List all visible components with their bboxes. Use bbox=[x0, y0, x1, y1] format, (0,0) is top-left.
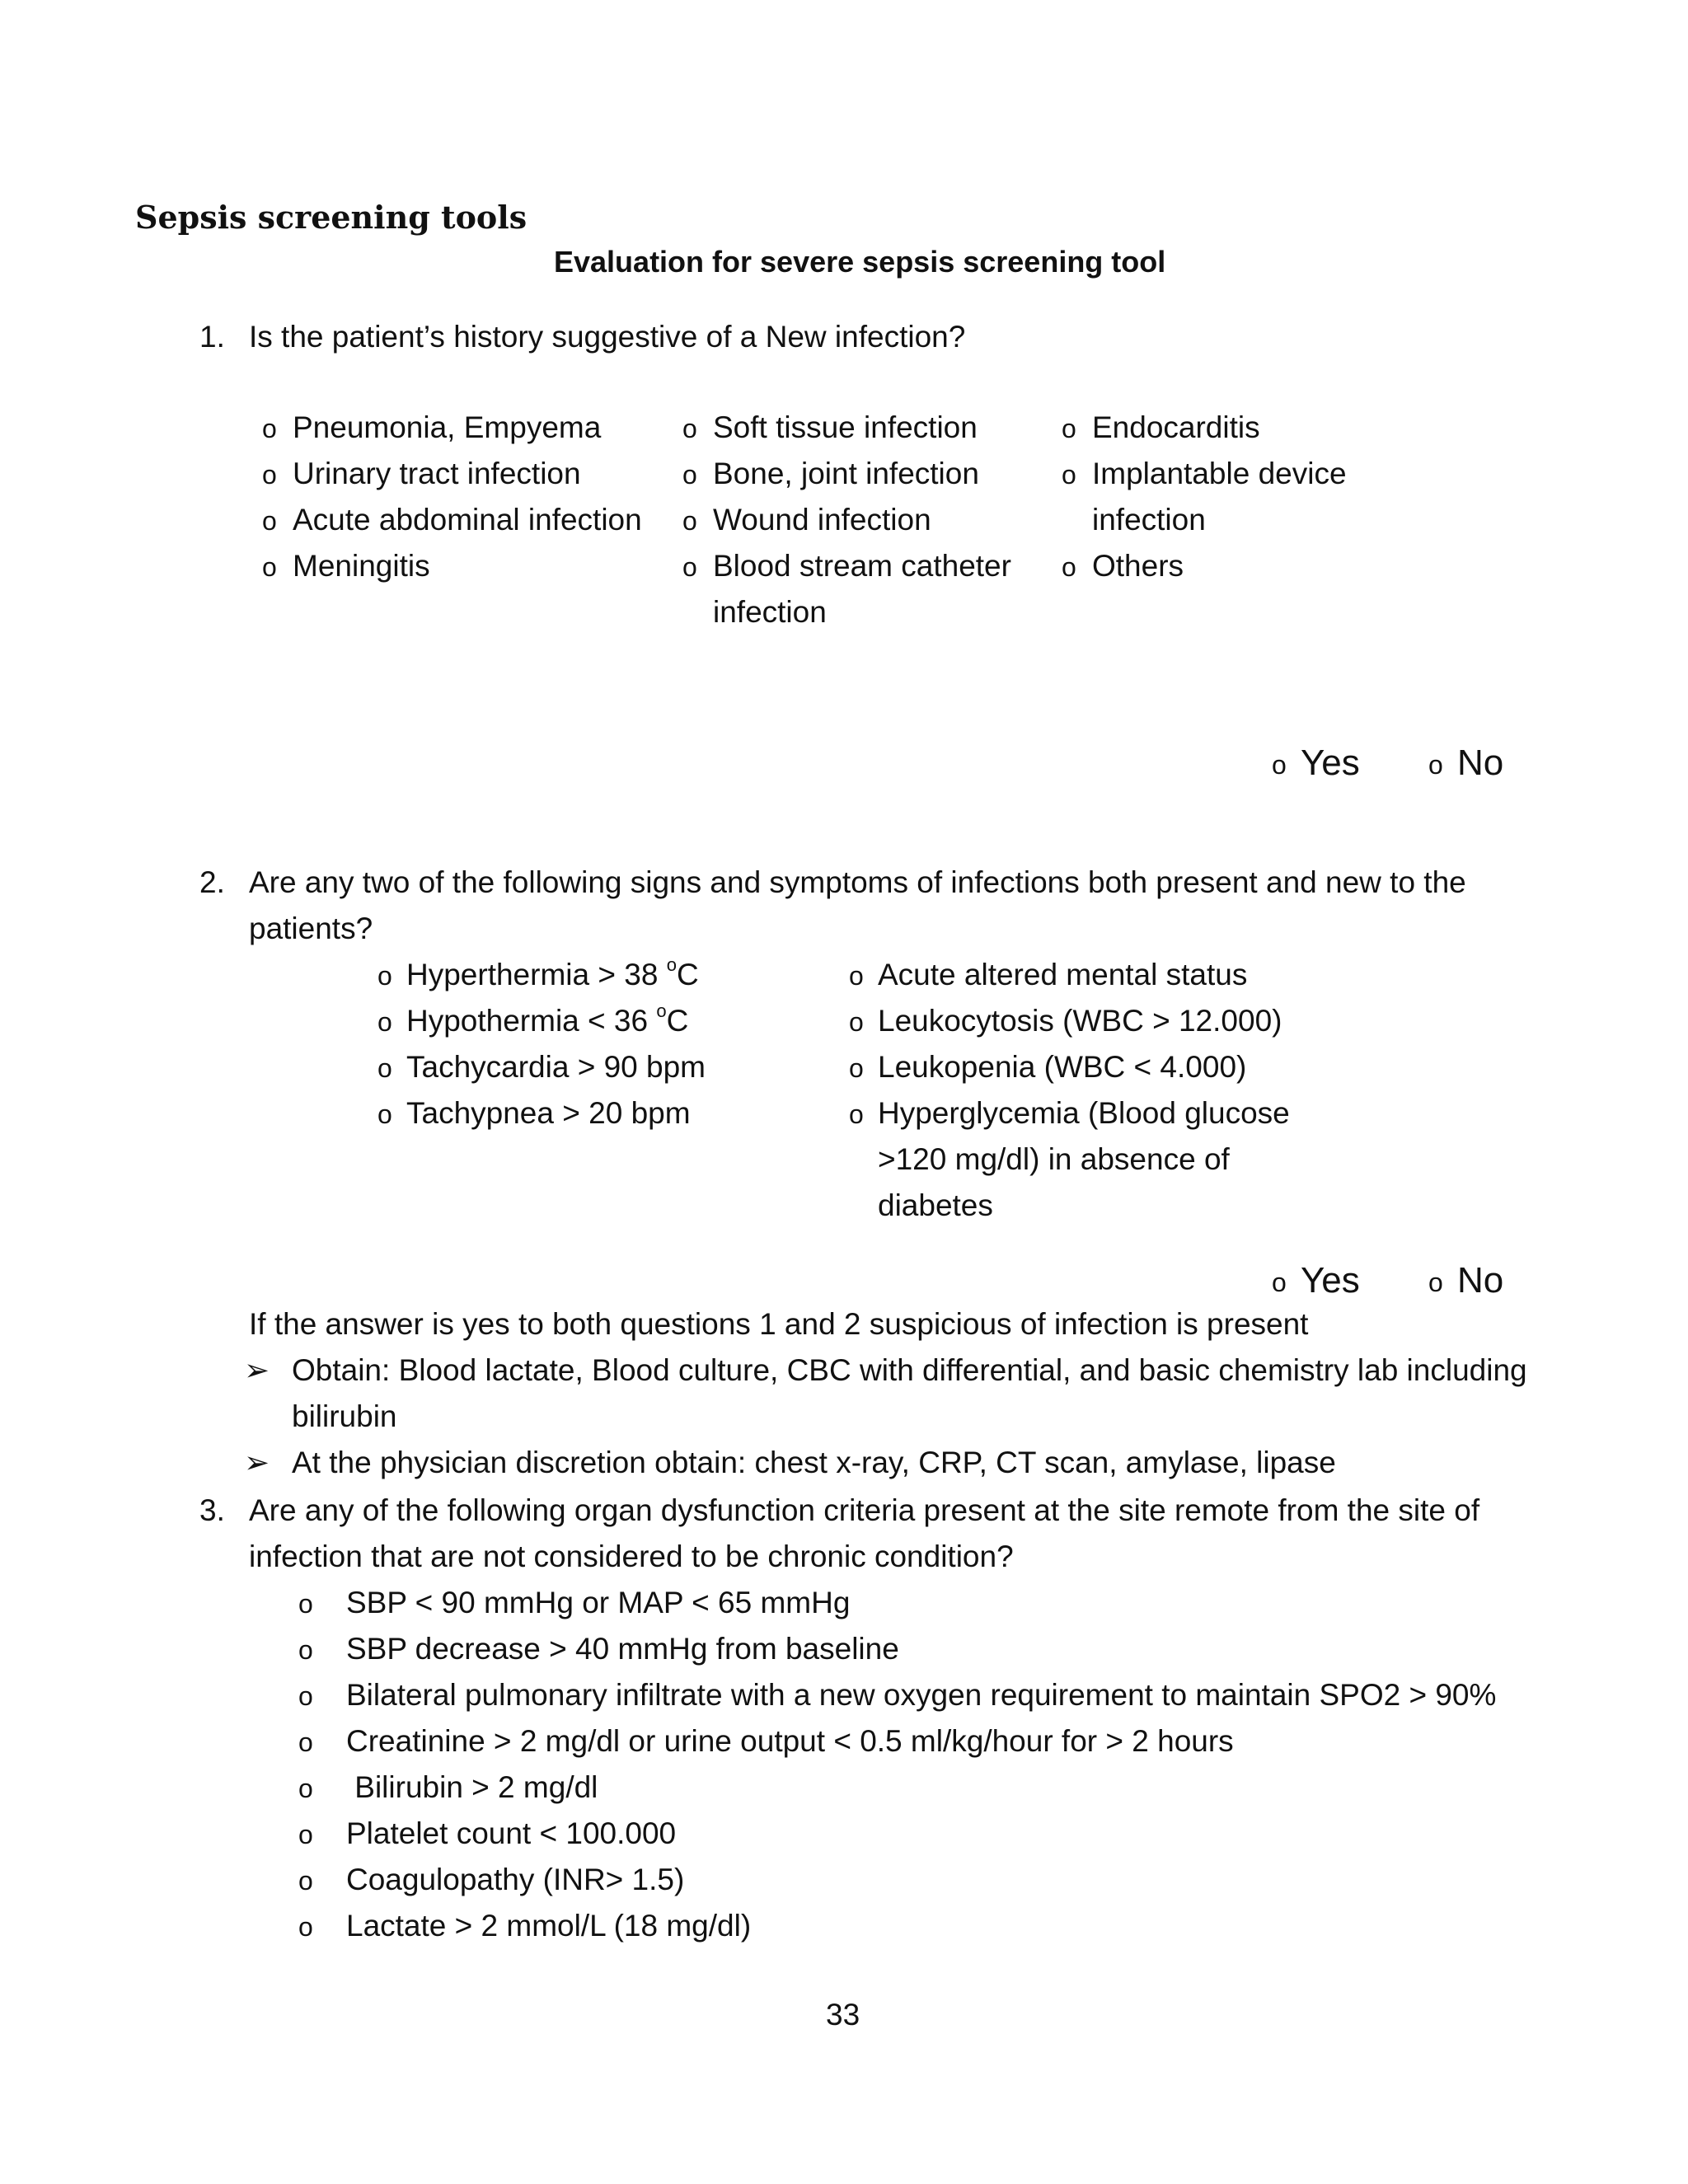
hypothermia-label: Hypothermia < 36 bbox=[406, 1004, 649, 1038]
radio-bullet[interactable]: o bbox=[682, 414, 697, 443]
radio-bullet[interactable]: o bbox=[298, 1820, 313, 1849]
q2-number: 2. bbox=[199, 865, 225, 899]
followup-intro: If the answer is yes to both questions 1 and 2 suspicious of infection is present bbox=[249, 1307, 1309, 1341]
radio-bullet[interactable]: o bbox=[377, 1053, 392, 1083]
obtain-line2: bilirubin bbox=[292, 1399, 397, 1433]
tool-title: Evaluation for severe sepsis screening tool bbox=[554, 245, 1166, 279]
yes-label: Yes bbox=[1301, 743, 1360, 783]
q2-text-line2: patients? bbox=[249, 912, 373, 945]
degree-symbol: o bbox=[666, 954, 677, 975]
q1-number: 1. bbox=[199, 320, 225, 354]
no-label: No bbox=[1457, 743, 1504, 783]
radio-bullet[interactable]: o bbox=[298, 1635, 313, 1665]
symptom-option: Acute altered mental status bbox=[878, 958, 1248, 991]
infection-option: Soft tissue infection bbox=[713, 410, 978, 444]
radio-bullet[interactable]: o bbox=[682, 552, 697, 582]
criteria-item: Coagulopathy (INR> 1.5) bbox=[346, 1863, 685, 1896]
arrow-icon: ➢ bbox=[244, 1446, 270, 1479]
radio-bullet[interactable]: o bbox=[262, 506, 277, 536]
symptom-option: Tachypnea > 20 bpm bbox=[406, 1096, 691, 1130]
radio-bullet[interactable]: o bbox=[262, 552, 277, 582]
radio-bullet[interactable]: o bbox=[377, 1099, 392, 1129]
symptom-option: Tachycardia > 90 bpm bbox=[406, 1050, 706, 1084]
infection-option: Pneumonia, Empyema bbox=[293, 410, 602, 444]
criteria-item: SBP decrease > 40 mmHg from baseline bbox=[346, 1632, 899, 1666]
yes-label: Yes bbox=[1301, 1260, 1360, 1301]
infection-option: Blood stream catheter bbox=[713, 549, 1011, 583]
symptom-option-continued: diabetes bbox=[878, 1188, 993, 1222]
radio-bullet[interactable]: o bbox=[1062, 552, 1076, 582]
criteria-item: Bilirubin > 2 mg/dl bbox=[346, 1770, 598, 1804]
celsius-unit: C bbox=[676, 958, 699, 991]
symptom-option: Leukocytosis (WBC > 12.000) bbox=[878, 1004, 1282, 1038]
q1-text: Is the patient’s history suggestive of a New infection? bbox=[249, 320, 966, 354]
symptom-option bbox=[406, 1000, 689, 1038]
radio-bullet[interactable]: o bbox=[377, 1007, 392, 1037]
discretion-text: At the physician discretion obtain: chest x-ray, CRP, CT scan, amylase, lipase bbox=[292, 1446, 1336, 1479]
radio-bullet[interactable]: o bbox=[849, 1007, 864, 1037]
radio-bullet[interactable]: o bbox=[682, 460, 697, 490]
radio-bullet[interactable]: o bbox=[298, 1912, 313, 1942]
radio-bullet[interactable]: o bbox=[377, 961, 392, 991]
no-radio[interactable]: o bbox=[1428, 1268, 1443, 1297]
celsius-unit: C bbox=[666, 1004, 689, 1038]
symptom-option bbox=[406, 954, 699, 991]
infection-option: Implantable device bbox=[1092, 457, 1347, 490]
yes-radio[interactable]: o bbox=[1272, 1268, 1287, 1297]
symptom-option: Leukopenia (WBC < 4.000) bbox=[878, 1050, 1247, 1084]
page-number: 33 bbox=[826, 1998, 860, 2032]
criteria-item: Bilateral pulmonary infiltrate with a new oxygen requirement to maintain SPO2 > 90% bbox=[346, 1678, 1497, 1712]
symptom-option: Hyperglycemia (Blood glucose bbox=[878, 1096, 1290, 1130]
radio-bullet[interactable]: o bbox=[1062, 460, 1076, 490]
q3-number: 3. bbox=[199, 1493, 225, 1527]
infection-option: Wound infection bbox=[713, 503, 931, 537]
radio-bullet[interactable]: o bbox=[298, 1589, 313, 1619]
degree-symbol: o bbox=[656, 1000, 667, 1021]
criteria-item: SBP < 90 mmHg or MAP < 65 mmHg bbox=[346, 1586, 851, 1619]
infection-option: Acute abdominal infection bbox=[293, 503, 642, 537]
symptom-option-continued: >120 mg/dl) in absence of bbox=[878, 1142, 1230, 1176]
radio-bullet[interactable]: o bbox=[262, 460, 277, 490]
radio-bullet[interactable]: o bbox=[1062, 414, 1076, 443]
radio-bullet[interactable]: o bbox=[849, 961, 864, 991]
hyperthermia-label: Hyperthermia > 38 bbox=[406, 958, 659, 991]
infection-option-continued: infection bbox=[1092, 503, 1206, 537]
q3-text-line2: infection that are not considered to be chronic condition? bbox=[249, 1540, 1014, 1573]
radio-bullet[interactable]: o bbox=[682, 506, 697, 536]
radio-bullet[interactable]: o bbox=[262, 414, 277, 443]
radio-bullet[interactable]: o bbox=[298, 1681, 313, 1711]
infection-option-continued: infection bbox=[713, 595, 827, 629]
infection-option: Urinary tract infection bbox=[293, 457, 581, 490]
no-label: No bbox=[1457, 1260, 1504, 1301]
no-radio[interactable]: o bbox=[1428, 750, 1443, 780]
radio-bullet[interactable]: o bbox=[298, 1774, 313, 1803]
yes-radio[interactable]: o bbox=[1272, 750, 1287, 780]
infection-option: Meningitis bbox=[293, 549, 430, 583]
q3-text-line1: Are any of the following organ dysfunction criteria present at the site remote from the site of bbox=[249, 1493, 1480, 1527]
section-title: Sepsis screening tools bbox=[135, 199, 528, 236]
radio-bullet[interactable]: o bbox=[849, 1099, 864, 1129]
obtain-line1: Obtain: Blood lactate, Blood culture, CBC with differential, and basic chemistry lab including bbox=[292, 1353, 1527, 1387]
q2-text-line1: Are any two of the following signs and symptoms of infections both present and new to the bbox=[249, 865, 1466, 899]
infection-option: Bone, joint infection bbox=[713, 457, 979, 490]
criteria-item: Creatinine > 2 mg/dl or urine output < 0.5 ml/kg/hour for > 2 hours bbox=[346, 1724, 1234, 1758]
criteria-item: Lactate > 2 mmol/L (18 mg/dl) bbox=[346, 1909, 752, 1943]
radio-bullet[interactable]: o bbox=[298, 1727, 313, 1757]
infection-option: Endocarditis bbox=[1092, 410, 1260, 444]
criteria-item: Platelet count < 100.000 bbox=[346, 1816, 677, 1850]
radio-bullet[interactable]: o bbox=[298, 1866, 313, 1896]
radio-bullet[interactable]: o bbox=[849, 1053, 864, 1083]
infection-option: Others bbox=[1092, 549, 1184, 583]
arrow-icon: ➢ bbox=[244, 1353, 270, 1387]
